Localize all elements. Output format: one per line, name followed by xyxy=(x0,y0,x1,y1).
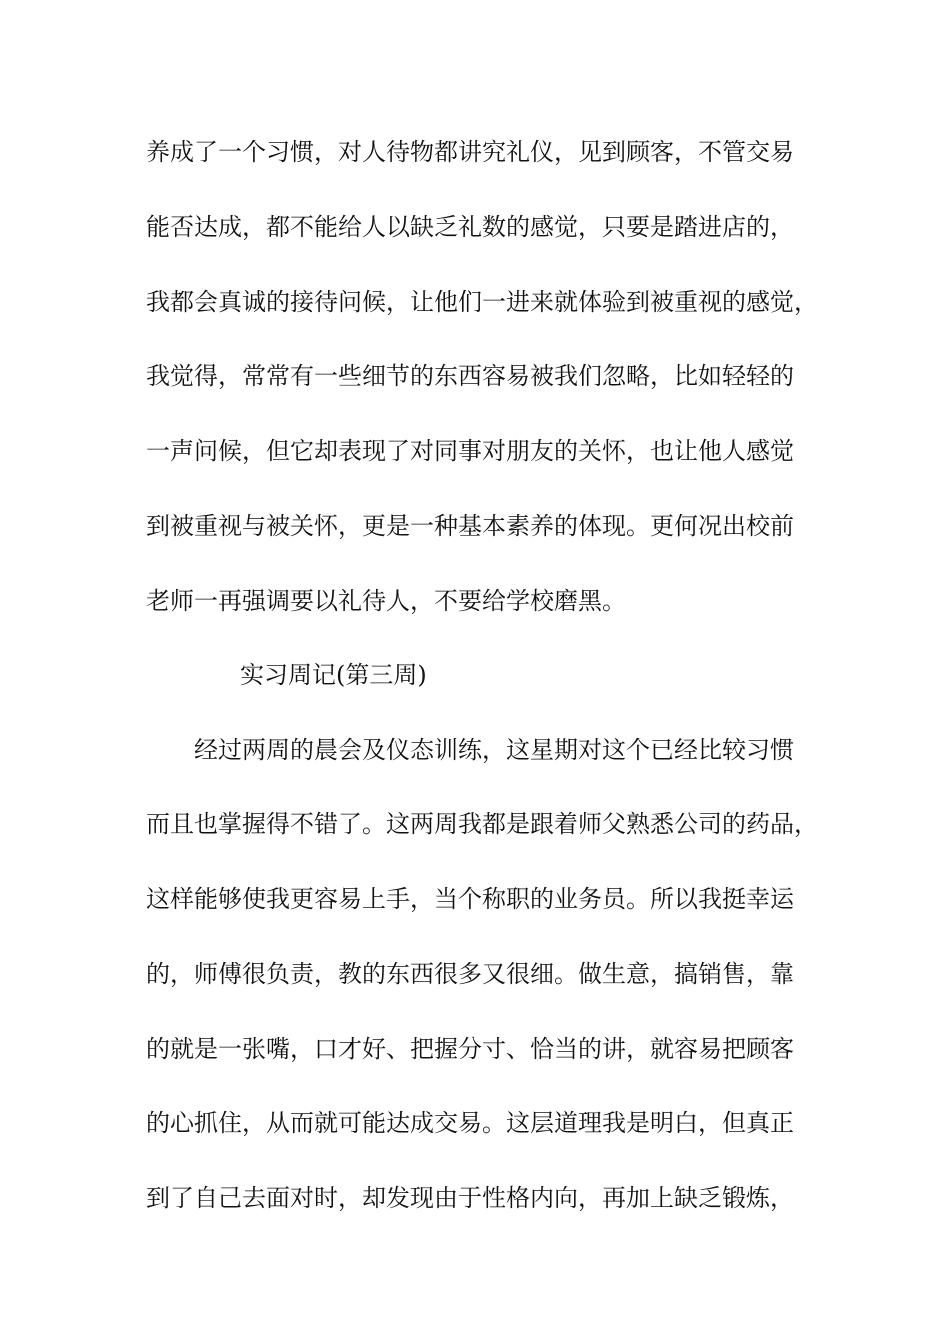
paragraph-1-line-5: 一声问候，但它却表现了对同事对朋友的关怀，也让他人感觉 xyxy=(146,437,794,465)
paragraph-1-line-6: 到被重视与被关怀，更是一种基本素养的体现。更何况出校前 xyxy=(146,512,794,540)
paragraph-2-line-6: 的心抓住，从而就可能达成交易。这层道理我是明白，但真正 xyxy=(146,1109,794,1137)
paragraph-2-line-5: 的就是一张嘴，口才好、把握分寸、恰当的讲，就容易把顾客 xyxy=(146,1035,794,1063)
paragraph-2-line-4: 的，师傅很负责，教的东西很多又很细。做生意，搞销售，靠 xyxy=(146,960,794,988)
paragraph-1-line-4: 我觉得，常常有一些细节的东西容易被我们忽略，比如轻轻的 xyxy=(146,362,794,390)
paragraph-1-line-2: 能否达成，都不能给人以缺乏礼数的感觉，只要是踏进店的， xyxy=(146,213,794,241)
paragraph-1-line-3: 我都会真诚的接待问候，让他们一进来就体验到被重视的感觉， xyxy=(146,288,818,316)
paragraph-1-line-1: 养成了一个习惯，对人待物都讲究礼仪，见到顾客，不管交易 xyxy=(146,138,794,166)
paragraph-1-line-7: 老师一再强调要以礼待人，不要给学校磨黑。 xyxy=(146,587,626,615)
paragraph-2-line-7: 到了自己去面对时，却发现由于性格内向，再加上缺乏锻炼， xyxy=(146,1184,794,1212)
paragraph-2-line-2: 而且也掌握得不错了。这两周我都是跟着师父熟悉公司的药品， xyxy=(146,810,818,838)
section-title: 实习周记(第三周) xyxy=(240,661,427,689)
paragraph-2-line-1: 经过两周的晨会及仪态训练，这星期对这个已经比较习惯 xyxy=(194,736,794,764)
paragraph-2-line-3: 这样能够使我更容易上手，当个称职的业务员。所以我挺幸运 xyxy=(146,885,794,913)
